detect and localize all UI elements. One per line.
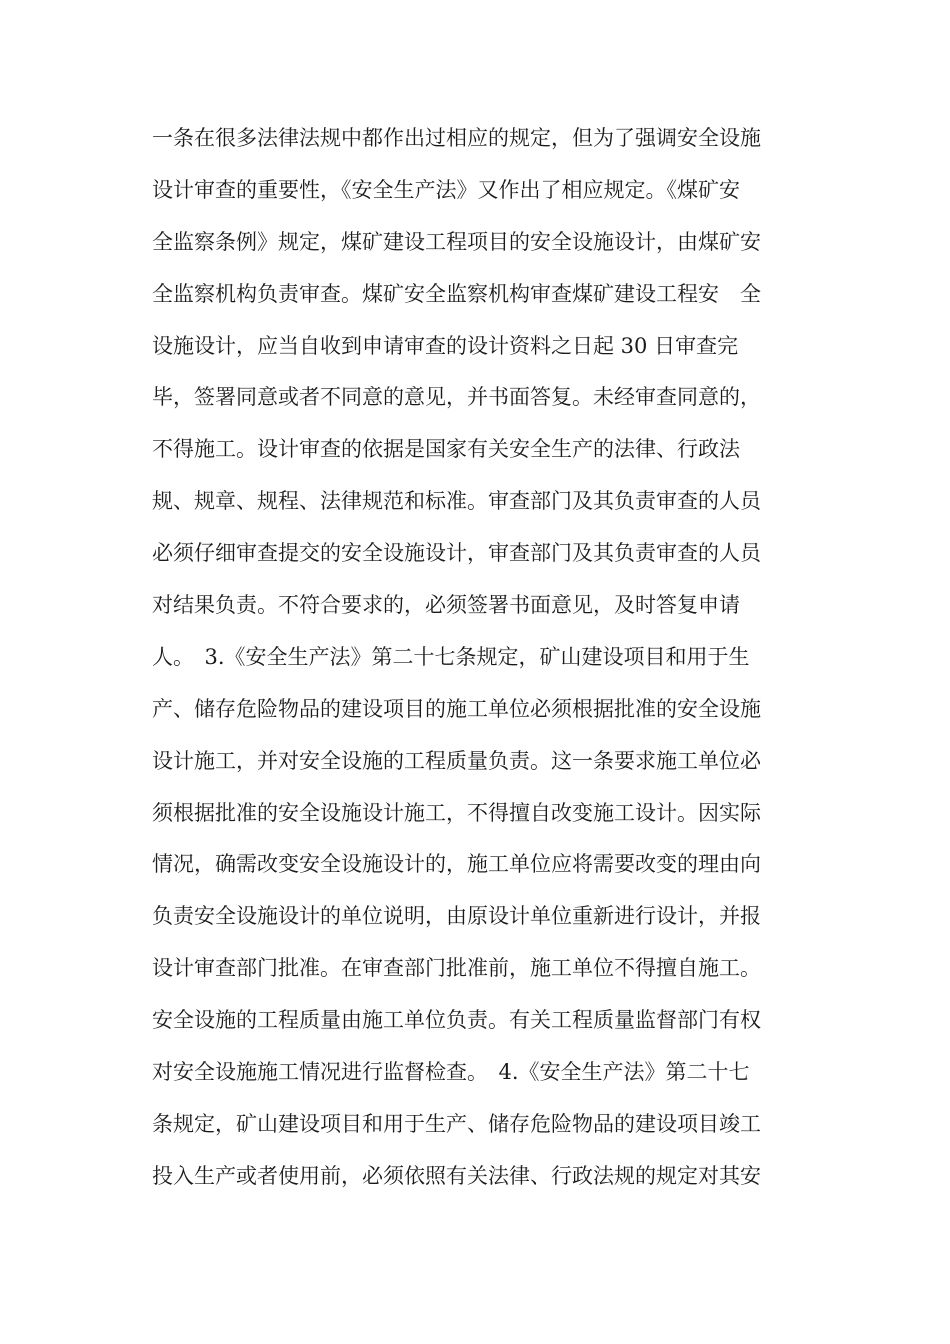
body-paragraph xyxy=(152,119,812,1209)
text-line: 对结果负责。不符合要求的，必须签署书面意见，及时答复申请 xyxy=(152,593,740,618)
text-line: 设计施工，并对安全设施的工程质量负责。这一条要求施工单位必 xyxy=(152,748,761,773)
text-line: 设计审查部门批准。在审查部门批准前，施工单位不得擅自施工。 xyxy=(152,956,761,981)
text-line: 毕，签署同意或者不同意的意见，并书面答复。未经审查同意的， xyxy=(152,385,761,410)
text-line: 须根据批准的安全设施设计施工，不得擅自改变施工设计。因实际 xyxy=(152,800,761,825)
text-line: 不得施工。设计审查的依据是国家有关安全生产的法律、行政法 xyxy=(152,437,740,462)
text-line: 必须仔细审查提交的安全设施设计，审查部门及其负责审查的人员 xyxy=(152,541,761,566)
text-line: 情况，确需改变安全设施设计的，施工单位应将需要改变的理由向 xyxy=(152,852,761,877)
text-line: 条规定，矿山建设项目和用于生产、储存危险物品的建设项目竣工 xyxy=(152,1111,761,1136)
text-line: 一条在很多法律法规中都作出过相应的规定，但为了强调安全设施 xyxy=(152,126,761,150)
text-line: 产、储存危险物品的建设项目的施工单位必须根据批准的安全设施 xyxy=(152,696,761,721)
text-line: 全监察条例》规定，煤矿建设工程项目的安全设施设计，由煤矿安 xyxy=(152,229,761,254)
text-line: 全监察机构负责审查。煤矿安全监察机构审查煤矿建设工程安 全 xyxy=(152,281,761,306)
text-line: 安全设施的工程质量由施工单位负责。有关工程质量监督部门有权 xyxy=(152,1008,761,1033)
text-line: 投入生产或者使用前，必须依照有关法律、行政法规的规定对其安 xyxy=(152,1163,761,1188)
text-line: 人。 3.《安全生产法》第二十七条规定，矿山建设项目和用于生 xyxy=(152,644,750,669)
text-line: 对安全设施施工情况进行监督检查。 4.《安全生产法》第二十七 xyxy=(152,1060,750,1085)
text-line: 负责安全设施设计的单位说明，由原设计单位重新进行设计，并报 xyxy=(152,904,761,929)
text-line: 设施设计，应当自收到申请审查的设计资料之日起 30 日审查完 xyxy=(152,333,739,358)
text-line: 规、规章、规程、法律规范和标准。审查部门及其负责审查的人员 xyxy=(152,489,761,514)
text-line: 设计审查的重要性，《安全生产法》又作出了相应规定。《煤矿安 xyxy=(152,177,740,202)
